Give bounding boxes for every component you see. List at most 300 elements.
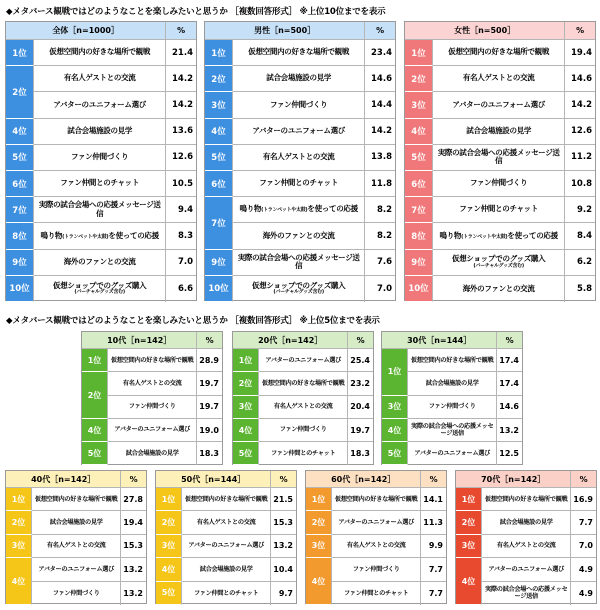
rank-cell: 3位 bbox=[405, 92, 433, 118]
rank-cell: 2位 bbox=[156, 511, 182, 534]
rank-cell: 10位 bbox=[6, 276, 34, 302]
item-name-text: ファン仲間とのチャット bbox=[270, 450, 336, 458]
item-name-text: 海外のファンとの交流 bbox=[462, 283, 535, 293]
item-value: 14.1 bbox=[423, 494, 443, 504]
item-name-text: 仮想空間内の好きな場所で観戦 bbox=[34, 495, 118, 503]
table-row bbox=[259, 419, 373, 442]
percent-header: % bbox=[279, 474, 288, 484]
rank-cell: 3位 bbox=[6, 535, 32, 558]
table-row bbox=[108, 349, 222, 372]
table-row bbox=[332, 511, 446, 534]
table-row bbox=[108, 396, 222, 419]
item-name bbox=[182, 582, 271, 605]
table-row bbox=[332, 535, 446, 558]
item-name-text: 有名人ゲストとの交流 bbox=[63, 73, 136, 83]
item-name bbox=[408, 396, 497, 418]
rank-cell: 3位 bbox=[306, 535, 332, 558]
table-row bbox=[408, 372, 522, 395]
item-name-text: 試合会場施設の見学 bbox=[49, 519, 103, 527]
item-value: 7.0 bbox=[177, 257, 193, 268]
rank-cell: 2位 bbox=[6, 511, 32, 534]
item-name-text: 試合会場施設の見学 bbox=[499, 519, 553, 527]
table-row bbox=[32, 558, 146, 581]
table-row bbox=[34, 197, 196, 223]
item-name bbox=[482, 535, 571, 557]
item-value: 14.2 bbox=[571, 99, 592, 110]
item-name-text: 実際の試合会場への応援メッセージ送信 bbox=[410, 422, 494, 438]
table-row bbox=[408, 442, 522, 465]
item-name-text: ファン仲間づくり bbox=[352, 565, 400, 573]
table-row bbox=[233, 223, 395, 249]
rank-cell: 4位 bbox=[306, 558, 332, 605]
item-name bbox=[32, 582, 121, 605]
item-name bbox=[34, 66, 166, 91]
table-header bbox=[156, 471, 296, 488]
item-name bbox=[433, 197, 565, 222]
table-title: 全体［n=1000］ bbox=[6, 22, 166, 39]
item-name-text: 仮想空間内の好きな場所で観戦 bbox=[261, 379, 345, 387]
item-name-note: (トランペットや太鼓) bbox=[461, 233, 508, 240]
item-name bbox=[32, 535, 121, 557]
item-name bbox=[433, 171, 565, 196]
item-value: 17.4 bbox=[499, 378, 519, 388]
item-name-text: ファン仲間づくり bbox=[428, 403, 476, 411]
item-name-text: 仮想空間内の好きな場所で観戦 bbox=[110, 356, 194, 364]
item-value: 13.2 bbox=[499, 425, 519, 435]
item-value: 19.7 bbox=[199, 402, 219, 412]
rank-cell: 9位 bbox=[405, 250, 433, 276]
item-name-text: 鳴り物 bbox=[239, 204, 262, 214]
item-name bbox=[233, 276, 365, 302]
table-row bbox=[482, 558, 596, 581]
table-title: 40代［n=142］ bbox=[6, 471, 121, 487]
rank-cell: 1位 bbox=[82, 349, 108, 372]
rank-cell: 1位 bbox=[456, 488, 482, 511]
table-row bbox=[233, 171, 395, 197]
item-name bbox=[233, 66, 365, 91]
item-value: 14.2 bbox=[172, 99, 193, 110]
table-row bbox=[259, 442, 373, 465]
rank-cell: 3位 bbox=[156, 535, 182, 558]
rank-cell: 3位 bbox=[205, 92, 233, 118]
item-name bbox=[482, 488, 571, 510]
rank-cell: 4位 bbox=[82, 419, 108, 442]
item-name bbox=[233, 40, 365, 65]
table-row bbox=[34, 40, 196, 66]
rank-cell: 4位 bbox=[205, 119, 233, 145]
item-value: 18.3 bbox=[350, 449, 370, 459]
table-header bbox=[405, 22, 595, 40]
item-value: 8.2 bbox=[376, 204, 392, 215]
item-name bbox=[233, 92, 365, 117]
item-name-text: 有名人ゲストとの交流 bbox=[496, 542, 556, 550]
item-value: 9.7 bbox=[278, 588, 293, 598]
table-row bbox=[32, 511, 146, 534]
item-name-text: 有名人ゲストとの交流 bbox=[262, 152, 335, 162]
table-header bbox=[205, 22, 395, 40]
table-row bbox=[433, 250, 595, 276]
item-name-note: (バーチャルグッズ含む) bbox=[473, 262, 524, 269]
item-value: 28.9 bbox=[199, 355, 219, 365]
item-name-text: 仮想空間内の好きな場所で観戦 bbox=[448, 47, 550, 57]
item-name-line bbox=[440, 232, 558, 241]
item-name bbox=[433, 145, 565, 170]
item-name-text: 実際の試合会場への応援メッセージ送信 bbox=[237, 252, 360, 271]
rank-cell: 8位 bbox=[405, 223, 433, 249]
table-row bbox=[408, 349, 522, 372]
table-row bbox=[182, 511, 296, 534]
table-row bbox=[433, 66, 595, 92]
rank-cell: 1位 bbox=[205, 40, 233, 66]
item-name-text: アバターのユニフォーム選び bbox=[488, 565, 565, 573]
table-title: 10代［n=142］ bbox=[82, 332, 197, 348]
item-name-text: アバターのユニフォーム選び bbox=[252, 125, 345, 135]
ranking-table bbox=[232, 331, 374, 465]
rank-cell: 1位 bbox=[233, 349, 259, 372]
percent-header: % bbox=[177, 26, 186, 35]
item-value: 7.7 bbox=[578, 518, 593, 528]
rank-cell: 10位 bbox=[405, 276, 433, 302]
item-name-note: (バーチャルグッズ含む) bbox=[74, 289, 125, 296]
item-name-text: 有名人ゲストとの交流 bbox=[196, 519, 256, 527]
table-row bbox=[433, 40, 595, 66]
item-name bbox=[34, 119, 166, 144]
table-row bbox=[433, 276, 595, 302]
item-name bbox=[34, 92, 166, 117]
item-name bbox=[32, 511, 121, 533]
item-value: 21.5 bbox=[273, 494, 293, 504]
item-name-note: (バーチャルグッズ含む) bbox=[273, 289, 324, 296]
item-value: 14.2 bbox=[172, 73, 193, 84]
item-value: 21.4 bbox=[172, 47, 193, 58]
item-name bbox=[433, 223, 565, 248]
item-name bbox=[233, 223, 365, 248]
table-row bbox=[433, 119, 595, 145]
item-name-text: ファン仲間づくり bbox=[70, 152, 129, 162]
item-value: 10.5 bbox=[172, 178, 193, 189]
item-name bbox=[259, 442, 348, 465]
rank-cell: 9位 bbox=[6, 250, 34, 276]
item-value: 14.2 bbox=[371, 126, 392, 137]
rank-cell: 10位 bbox=[205, 276, 233, 302]
ranking-table bbox=[155, 470, 297, 604]
table-row bbox=[32, 535, 146, 558]
item-value: 25.4 bbox=[350, 355, 370, 365]
item-name bbox=[332, 511, 421, 533]
item-name-text: 実際の試合会場への応援メッセージ送信 bbox=[484, 586, 568, 601]
item-name bbox=[433, 92, 565, 117]
item-value: 11.2 bbox=[571, 152, 592, 163]
rank-cell: 3位 bbox=[456, 535, 482, 558]
rank-cell: 2位 bbox=[306, 511, 332, 534]
item-value: 14.6 bbox=[371, 73, 392, 84]
item-name-text: 鳴り物 bbox=[439, 230, 462, 240]
item-name bbox=[259, 419, 348, 441]
rank-cell: 1位 bbox=[306, 488, 332, 511]
item-name bbox=[108, 442, 197, 465]
item-name-text: ファン仲間とのチャット bbox=[459, 204, 539, 214]
item-value: 13.8 bbox=[371, 152, 392, 163]
table-row bbox=[34, 145, 196, 171]
item-value: 19.7 bbox=[199, 378, 219, 388]
ranking-table bbox=[5, 470, 147, 604]
item-name bbox=[34, 223, 166, 248]
item-value: 10.8 bbox=[571, 178, 592, 189]
table-title: 70代［n=142］ bbox=[456, 471, 571, 487]
table-row bbox=[408, 419, 522, 442]
item-name-text: 試合会場施設の見学 bbox=[67, 125, 133, 135]
item-value: 27.8 bbox=[123, 494, 143, 504]
item-name-text: ファン仲間づくり bbox=[279, 426, 327, 434]
table-row bbox=[482, 535, 596, 558]
rank-cell: 6位 bbox=[405, 171, 433, 197]
table-row bbox=[332, 582, 446, 605]
item-name bbox=[182, 535, 271, 557]
item-name-text: アバターのユニフォーム選び bbox=[452, 99, 545, 109]
rank-cell: 2位 bbox=[6, 66, 34, 118]
item-name-text: 試合会場施設の見学 bbox=[466, 125, 532, 135]
item-name-text: ファン仲間づくり bbox=[52, 589, 100, 597]
item-name bbox=[482, 511, 571, 533]
table-header bbox=[306, 471, 446, 488]
item-name bbox=[332, 488, 421, 510]
ranking-table bbox=[204, 21, 396, 301]
item-name-text: アバターのユニフォーム選び bbox=[414, 450, 491, 458]
table-row bbox=[34, 119, 196, 145]
table-title: 60代［n=142］ bbox=[306, 471, 421, 487]
table-row bbox=[34, 171, 196, 197]
item-value: 15.3 bbox=[273, 518, 293, 528]
table-title: 50代［n=144］ bbox=[156, 471, 271, 487]
item-value: 14.6 bbox=[499, 402, 519, 412]
table-row bbox=[433, 223, 595, 249]
item-name bbox=[482, 558, 571, 580]
item-name-text: ファン仲間づくり bbox=[269, 99, 328, 109]
item-name-text-2: を使っての応援 bbox=[307, 204, 358, 214]
rank-cell: 6位 bbox=[205, 171, 233, 197]
rank-cell: 4位 bbox=[456, 558, 482, 605]
item-name bbox=[34, 171, 166, 196]
item-value: 7.0 bbox=[578, 541, 593, 551]
item-name bbox=[259, 372, 348, 394]
item-value: 23.2 bbox=[350, 378, 370, 388]
table-header bbox=[456, 471, 596, 488]
item-value: 16.9 bbox=[573, 494, 593, 504]
item-value: 6.2 bbox=[576, 257, 592, 268]
item-value: 19.7 bbox=[350, 425, 370, 435]
item-name bbox=[108, 419, 197, 441]
item-name-text: 有名人ゲストとの交流 bbox=[273, 403, 333, 411]
table-row bbox=[32, 582, 146, 605]
item-value: 9.9 bbox=[428, 541, 443, 551]
rank-cell: 9位 bbox=[205, 250, 233, 276]
item-name-text: 仮想空間内の好きな場所で観戦 bbox=[484, 495, 568, 503]
ranking-table bbox=[455, 470, 597, 604]
item-value: 7.7 bbox=[428, 588, 443, 598]
table-title: 20代［n=142］ bbox=[233, 332, 348, 348]
item-name-text: 海外のファンとの交流 bbox=[262, 230, 335, 240]
rank-cell: 4位 bbox=[6, 558, 32, 605]
table-row bbox=[34, 276, 196, 302]
rank-cell: 3位 bbox=[233, 396, 259, 419]
item-value: 12.5 bbox=[499, 449, 519, 459]
rank-cell: 7位 bbox=[205, 197, 233, 249]
rank-cell: 5位 bbox=[382, 442, 408, 465]
item-name bbox=[259, 349, 348, 371]
rank-cell: 1位 bbox=[6, 40, 34, 66]
rank-cell: 5位 bbox=[6, 145, 34, 171]
table-row bbox=[233, 250, 395, 276]
item-name-text: ファン仲間とのチャット bbox=[60, 178, 140, 188]
item-name-text: 試合会場施設の見学 bbox=[425, 379, 479, 387]
item-name-text: 試合会場施設の見学 bbox=[125, 450, 179, 458]
mid-heading: ◆メタバース観戦ではどのようなことを楽しみたいと思うか ［複数回答形式］ ※上位5位までを表示 bbox=[6, 316, 380, 326]
item-name bbox=[332, 558, 421, 580]
percent-header: % bbox=[429, 474, 438, 484]
ranking-table bbox=[381, 331, 523, 465]
item-value: 7.7 bbox=[428, 564, 443, 574]
percent-header: % bbox=[576, 26, 585, 35]
item-value: 8.4 bbox=[576, 230, 592, 241]
table-row bbox=[259, 396, 373, 419]
item-name-text: ファン仲間とのチャット bbox=[343, 589, 409, 597]
item-value: 17.4 bbox=[499, 355, 519, 365]
item-value: 8.3 bbox=[177, 230, 193, 241]
item-name-text-2: を使っての応援 bbox=[507, 230, 558, 240]
rank-cell: 4位 bbox=[405, 119, 433, 145]
item-name bbox=[408, 349, 497, 371]
top-heading: ◆メタバース観戦ではどのようなことを楽しみたいと思うか ［複数回答形式］ ※上位10位までを表示 bbox=[6, 7, 386, 17]
item-value: 13.2 bbox=[123, 588, 143, 598]
rank-cell: 2位 bbox=[233, 372, 259, 395]
item-name-text: 有名人ゲストとの交流 bbox=[122, 379, 182, 387]
item-value: 15.3 bbox=[123, 541, 143, 551]
table-row bbox=[433, 197, 595, 223]
item-name-text: 有名人ゲストとの交流 bbox=[462, 73, 535, 83]
table-title: 30代［n=144］ bbox=[382, 332, 497, 348]
item-value: 7.0 bbox=[376, 283, 392, 294]
item-name-text: アバターのユニフォーム選び bbox=[114, 426, 191, 434]
item-name-text: ファン仲間づくり bbox=[469, 178, 528, 188]
item-name-text: アバターのユニフォーム選び bbox=[38, 565, 115, 573]
item-value: 23.4 bbox=[371, 47, 392, 58]
item-name-text: 仮想空間内の好きな場所で観戦 bbox=[248, 47, 350, 57]
table-row bbox=[408, 396, 522, 419]
rank-cell: 3位 bbox=[382, 396, 408, 419]
table-row bbox=[233, 66, 395, 92]
item-name-text: ファン仲間とのチャット bbox=[259, 178, 339, 188]
item-name-text: 仮想空間内の好きな場所で観戦 bbox=[184, 495, 268, 503]
item-name bbox=[433, 276, 565, 302]
item-name-text: 試合会場施設の見学 bbox=[199, 565, 253, 573]
rank-cell: 7位 bbox=[6, 197, 34, 223]
item-name bbox=[433, 250, 565, 275]
table-row bbox=[433, 92, 595, 118]
table-row bbox=[182, 582, 296, 605]
item-name bbox=[108, 349, 197, 371]
table-row bbox=[108, 442, 222, 465]
item-name bbox=[259, 396, 348, 418]
item-name bbox=[32, 488, 121, 510]
table-row bbox=[182, 558, 296, 581]
item-name bbox=[433, 119, 565, 144]
table-row bbox=[259, 372, 373, 395]
item-value: 14.4 bbox=[371, 99, 392, 110]
rank-cell: 2位 bbox=[205, 66, 233, 92]
table-row bbox=[34, 250, 196, 276]
item-name bbox=[433, 40, 565, 65]
table-row bbox=[482, 582, 596, 605]
item-name-text: 仮想ショップでのグッズ購入 bbox=[252, 280, 346, 290]
item-value: 6.6 bbox=[177, 283, 193, 294]
item-name bbox=[332, 582, 421, 605]
item-name-text: アバターのユニフォーム選び bbox=[53, 99, 146, 109]
table-row bbox=[34, 92, 196, 118]
rank-cell: 5位 bbox=[405, 145, 433, 171]
item-name-text: アバターのユニフォーム選び bbox=[338, 519, 415, 527]
percent-header: % bbox=[505, 335, 514, 345]
item-name bbox=[182, 488, 271, 510]
ranking-table bbox=[305, 470, 447, 604]
item-value: 13.2 bbox=[273, 541, 293, 551]
item-name bbox=[182, 511, 271, 533]
rank-cell: 1位 bbox=[405, 40, 433, 66]
rank-cell: 2位 bbox=[456, 511, 482, 534]
item-name bbox=[233, 250, 365, 275]
table-row bbox=[482, 511, 596, 534]
item-name-text: アバターのユニフォーム選び bbox=[188, 542, 265, 550]
item-name-text: 実際の試合会場への応援メッセージ送信 bbox=[38, 200, 161, 218]
table-row bbox=[482, 488, 596, 511]
item-name-note: (トランペットや太鼓) bbox=[261, 207, 308, 214]
percent-header: % bbox=[205, 335, 214, 345]
rank-cell: 2位 bbox=[405, 66, 433, 92]
item-name-line bbox=[240, 205, 358, 214]
item-name bbox=[408, 419, 497, 441]
item-name-line bbox=[41, 232, 159, 241]
item-name-text-2: を使っての応援 bbox=[108, 230, 159, 240]
table-row bbox=[259, 349, 373, 372]
table-row bbox=[233, 145, 395, 171]
table-header bbox=[233, 332, 373, 349]
item-name-text: ファン仲間づくり bbox=[128, 403, 176, 411]
item-name-note: (トランペットや太鼓) bbox=[62, 233, 109, 240]
item-name bbox=[233, 197, 365, 222]
rank-cell: 5位 bbox=[156, 582, 182, 605]
item-value: 13.2 bbox=[123, 564, 143, 574]
table-row bbox=[233, 92, 395, 118]
percent-header: % bbox=[376, 26, 385, 35]
item-name-text: 仮想ショップでのグッズ購入 bbox=[53, 280, 147, 290]
item-name-text: 試合会場施設の見学 bbox=[266, 73, 332, 83]
table-row bbox=[233, 276, 395, 302]
item-name bbox=[233, 145, 365, 170]
table-title: 女性［n=500］ bbox=[405, 22, 565, 39]
rank-cell: 4位 bbox=[156, 558, 182, 581]
item-value: 4.9 bbox=[578, 564, 593, 574]
item-name bbox=[34, 145, 166, 170]
item-name bbox=[108, 396, 197, 418]
item-name bbox=[108, 372, 197, 394]
table-title: 男性［n=500］ bbox=[205, 22, 365, 39]
table-header bbox=[382, 332, 522, 349]
item-value: 20.4 bbox=[350, 402, 370, 412]
item-value: 19.4 bbox=[123, 518, 143, 528]
rank-cell: 1位 bbox=[382, 349, 408, 396]
item-name bbox=[34, 40, 166, 65]
item-value: 12.6 bbox=[571, 126, 592, 137]
item-name-text: 仮想ショップでのグッズ購入 bbox=[452, 254, 546, 263]
